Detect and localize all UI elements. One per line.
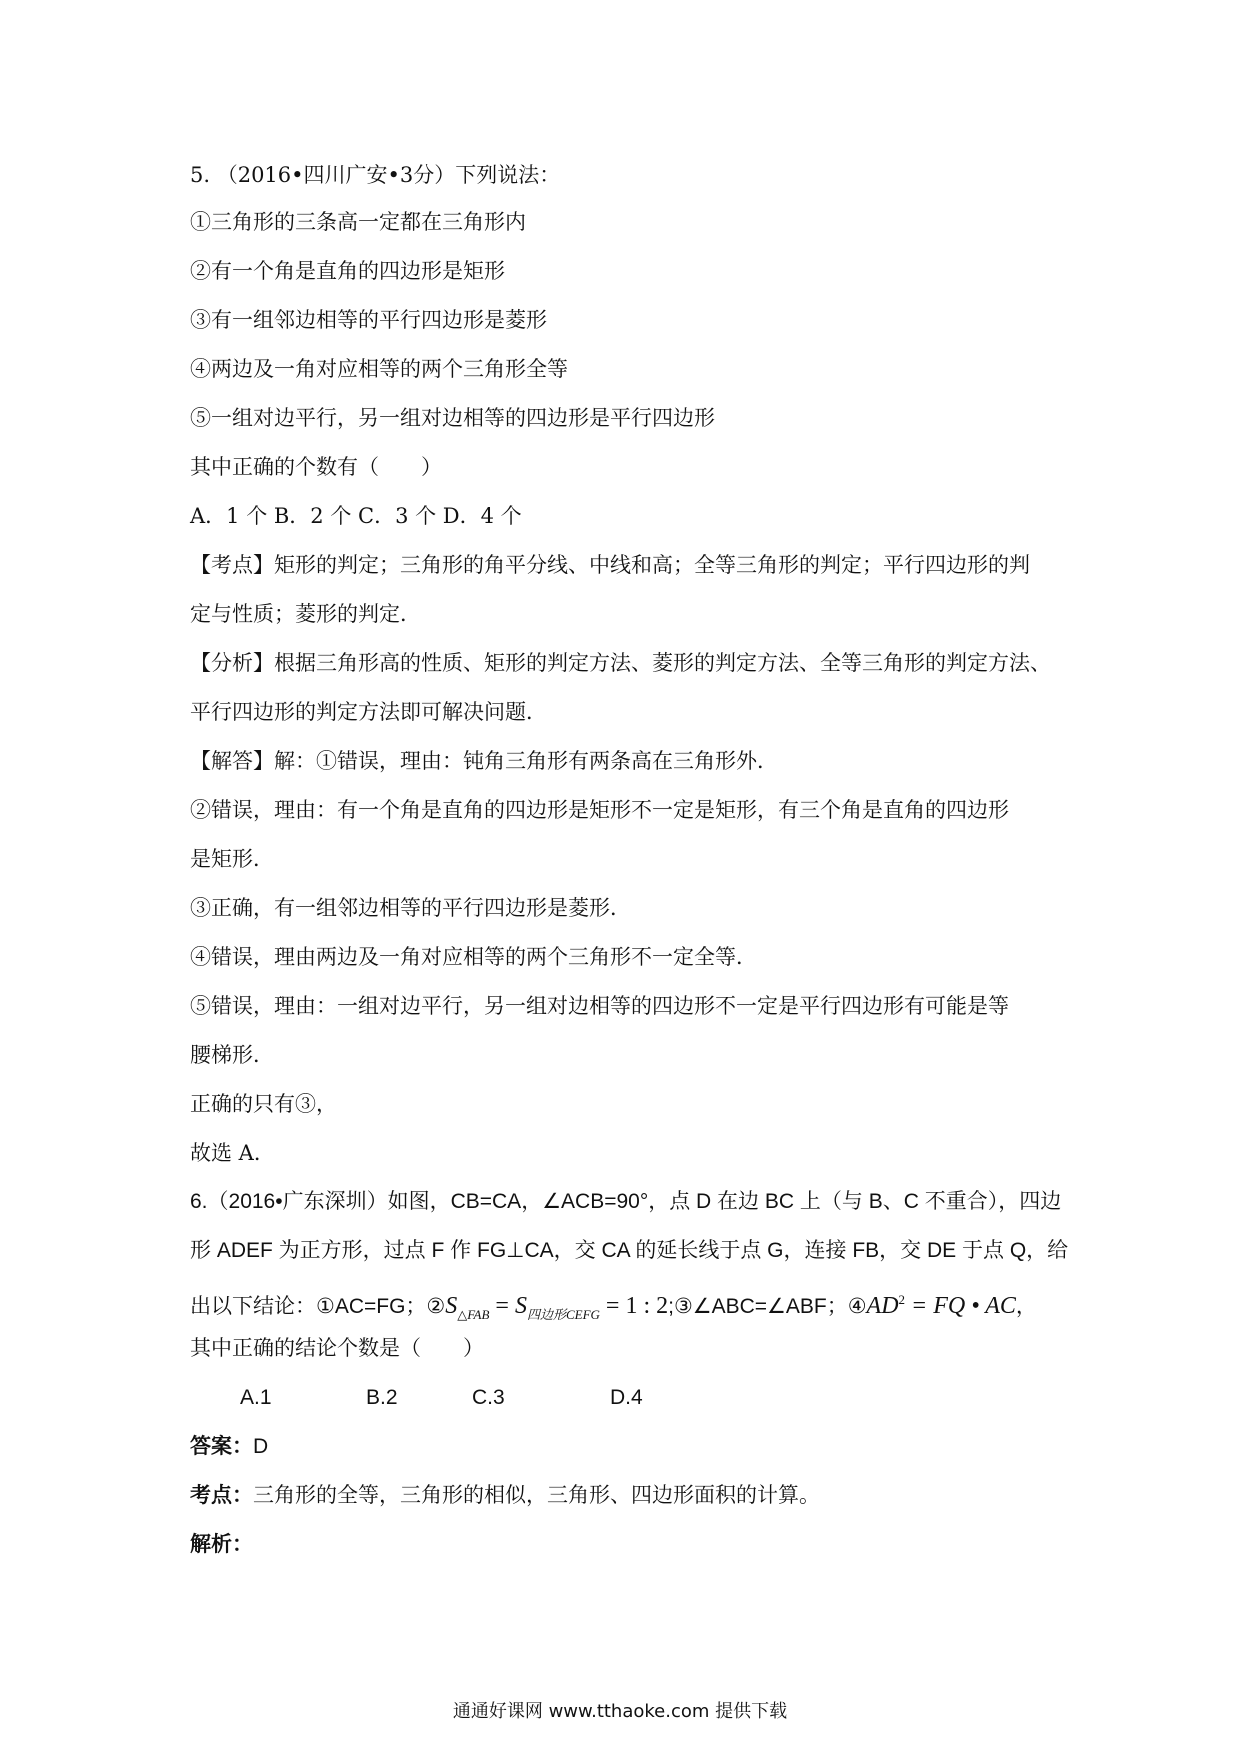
q6-answer xyxy=(190,1432,268,1462)
page-footer: 通通好课网 www.tthaoke.com 提供下载 xyxy=(452,1701,788,1722)
q5-statement-2: ②有一个角是直角的四边形是矩形 xyxy=(190,259,505,283)
q6-line-1: 6.（2016•广东深圳）如图，CB=CA，∠ACB=90°，点 D 在边 BC 上（与 B、C 不重合），四边 xyxy=(190,1190,1062,1213)
area-ratio: = 1 : 2 xyxy=(599,1293,669,1319)
area-fab-subscript: △FAB xyxy=(457,1306,490,1322)
area-fab-symbol xyxy=(445,1293,490,1322)
q5-statement-4: ④两边及一角对应相等的两个三角形全等 xyxy=(190,357,568,381)
answer-label: 答案： xyxy=(190,1435,253,1458)
q6-option-b: B.2 xyxy=(366,1386,398,1409)
area-fab-s: S xyxy=(445,1293,458,1319)
q6-line-3-middle: ;③∠ABC=∠ABF；④ xyxy=(668,1295,867,1318)
q6-line-3-end: ， xyxy=(1015,1295,1037,1318)
kaodian-value: 三角形的全等，三角形的相似，三角形、四边形面积的计算。 xyxy=(253,1484,820,1507)
q5-jieda-line-9: 故选 A． xyxy=(190,1141,275,1165)
ad-squared xyxy=(867,1293,906,1319)
q5-options: A．1 个 B．2 个 C．3 个 D．4 个 xyxy=(190,504,522,528)
q6-option-d: D.4 xyxy=(610,1386,643,1409)
q5-statement-5: ⑤一组对边平行，另一组对边相等的四边形是平行四边形 xyxy=(190,406,715,430)
equals-sign: = xyxy=(489,1293,515,1319)
fq-times-ac: = FQ • AC xyxy=(905,1293,1016,1319)
q6-kaodian xyxy=(190,1481,820,1511)
q5-statement-3: ③有一组邻边相等的平行四边形是菱形 xyxy=(190,308,547,332)
q6-line-3-start: 出以下结论：①AC=FG；② xyxy=(190,1295,446,1318)
q5-kaodian-line-1: 【考点】矩形的判定；三角形的角平分线、中线和高；全等三角形的判定；平行四边形的判 xyxy=(190,553,1030,577)
q5-jieda-line-1: 【解答】解：①错误，理由：钝角三角形有两条高在三角形外． xyxy=(190,749,778,773)
q5-jieda-line-8: 正确的只有③， xyxy=(190,1092,337,1116)
q6-option-a: A.1 xyxy=(240,1386,272,1409)
area-cefg-s: S xyxy=(514,1293,527,1319)
ad-symbol: AD xyxy=(866,1293,899,1319)
q5-prompt: 其中正确的个数有（ ） xyxy=(190,455,442,479)
q6-line-2: 形 ADEF 为正方形，过点 F 作 FG⊥CA，交 CA 的延长线于点 G，连接 FB，交 DE 于点 Q，给 xyxy=(190,1239,1069,1262)
q5-title: 5. （2016•四川广安•3分）下列说法： xyxy=(190,163,561,187)
answer-value: D xyxy=(253,1435,269,1458)
q5-jieda-line-4: ③正确，有一组邻边相等的平行四边形是菱形． xyxy=(190,896,631,920)
q5-jieda-line-2: ②错误，理由：有一个角是直角的四边形是矩形不一定是矩形，有三个角是直角的四边形 xyxy=(190,798,1009,822)
square-exponent: 2 xyxy=(898,1292,906,1307)
q6-jiexi-label: 解析： xyxy=(190,1533,253,1556)
area-cefg-symbol xyxy=(514,1293,600,1322)
q5-fenxi-line-1: 【分析】根据三角形高的性质、矩形的判定方法、菱形的判定方法、全等三角形的判定方法、 xyxy=(190,651,1051,675)
q6-option-c: C.3 xyxy=(472,1386,505,1409)
q5-jieda-line-7: 腰梯形． xyxy=(190,1043,274,1067)
q6-line-3 xyxy=(190,1285,1037,1330)
q5-fenxi-line-2: 平行四边形的判定方法即可解决问题． xyxy=(190,700,547,724)
q5-jieda-line-6: ⑤错误，理由：一组对边平行，另一组对边相等的四边形不一定是平行四边形有可能是等 xyxy=(190,994,1009,1018)
q5-jieda-line-3: 是矩形． xyxy=(190,847,274,871)
q5-kaodian-line-2: 定与性质；菱形的判定． xyxy=(190,602,421,626)
area-cefg-subscript: 四边形CEFG xyxy=(526,1306,600,1322)
q5-statement-1: ①三角形的三条高一定都在三角形内 xyxy=(190,210,526,234)
q6-options xyxy=(240,1383,643,1413)
q5-jieda-line-5: ④错误，理由两边及一角对应相等的两个三角形不一定全等． xyxy=(190,945,757,969)
kaodian-label: 考点： xyxy=(190,1484,253,1507)
q6-prompt: 其中正确的结论个数是（ ） xyxy=(190,1337,484,1360)
